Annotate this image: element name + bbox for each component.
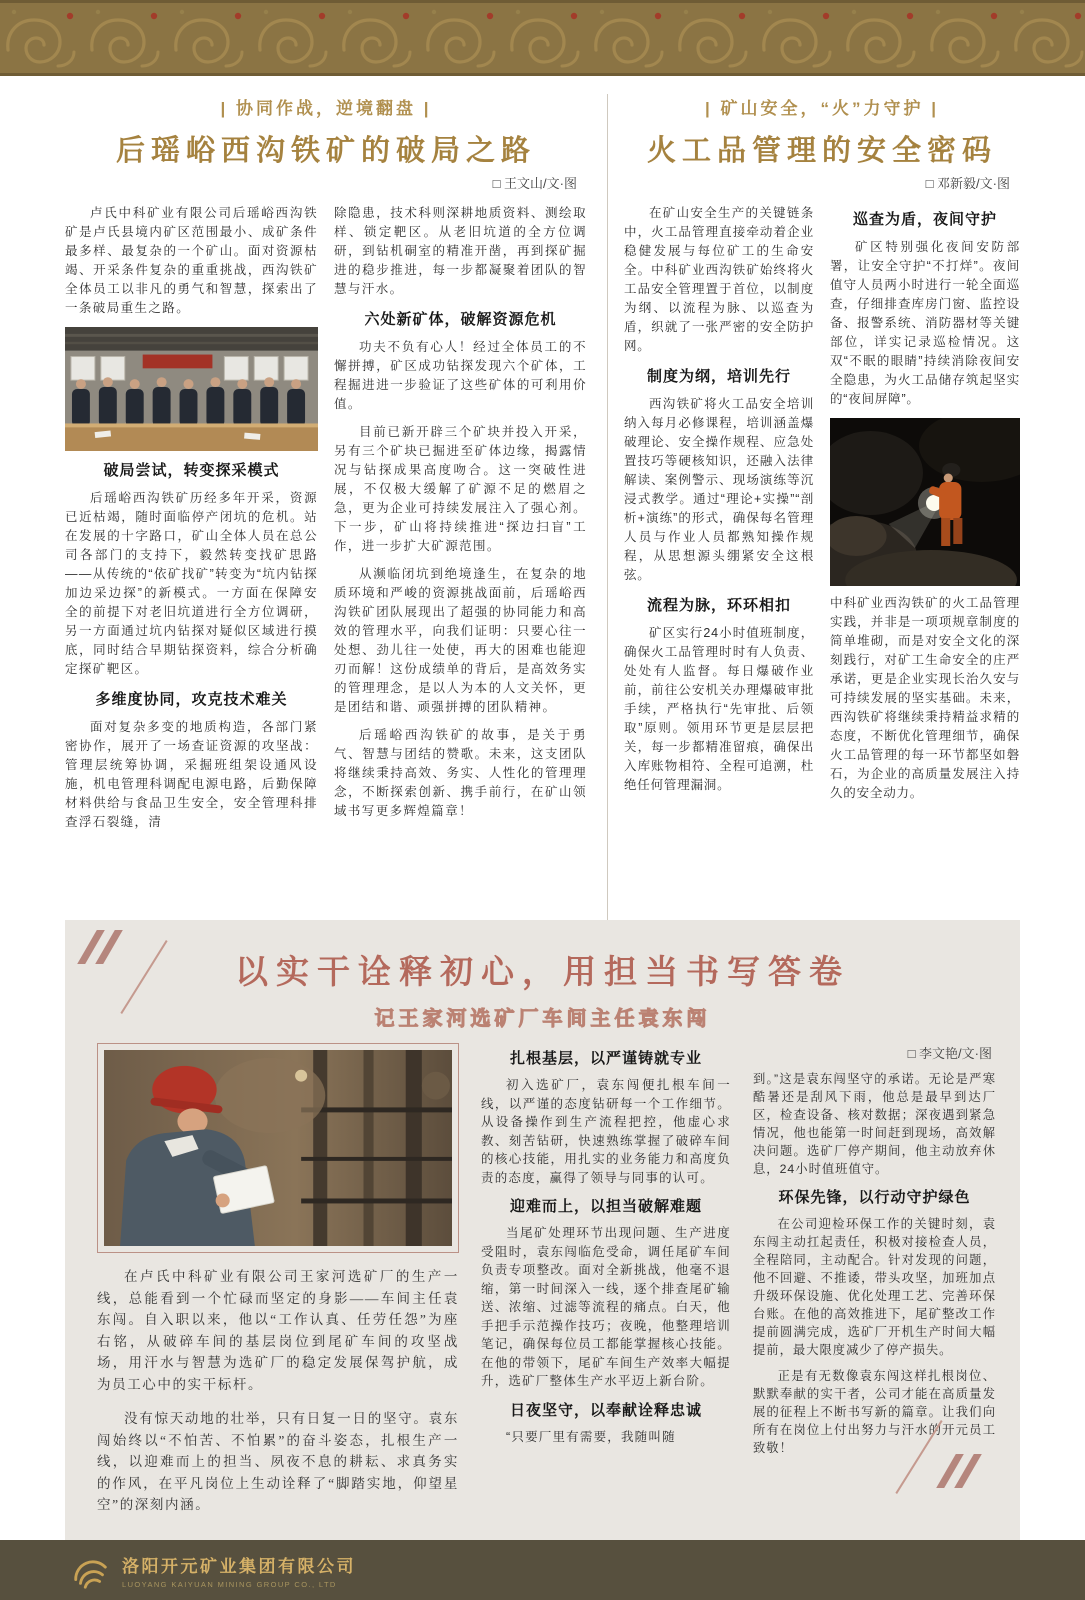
paragraph: 初入选矿厂，袁东闯便扎根车间一线，以严谨的态度钻研每一个工作细节。从设备操作到生产流程把控，他虚心求教、刻苦钻研，快速熟练掌握了破碎车间的核心技能，用扎实的业务能力和高度负责的态度，赢得了领导与同事的认可。 xyxy=(481,1078,731,1185)
article3-subhead-4: 环保先锋，以行动守护绿色 xyxy=(778,1189,971,1206)
paragraph: 后瑶峪西沟铁矿历经多年开采，资源已近枯竭，随时面临停产闭坑的危机。站在发展的十字路口，矿山全体人员在总公司各部门的支持下，毅然转变找矿思路——从传统的“依矿找矿”转变为“坑内钻探加边采边探”的新模式。一方面在保障安全的前提下对老旧坑道进行全方位调研，另一方面通过坑内钻探对疑似区域进行摸底，同时结合早期钻探资料，综合分析确定探矿靶区。 xyxy=(65,491,318,676)
paragraph: 正是有无数像袁东闯这样扎根岗位、默默奉献的实干者，公司才能在高质量发展的征程上不断书写新的篇章。让我们向所有在岗位上付出努力与汗水的开元员工致敬！ xyxy=(753,1369,996,1455)
article2-subhead-2: 流程为脉，环环相扣 xyxy=(646,597,791,614)
paragraph: 当尾矿处理环节出现问题、生产进度受阻时，袁东闯临危受命，调任尾矿车间负责专项整改。面对全新挑战，他毫不退缩，第一时间深入一线，逐个排查尾矿输送、浓缩、过滤等流程的痛点。白天，他手把手示范操作技巧；夜晚，他整理培训笔记，确保每位员工都能掌握核心技能。在他的带领下，尾矿车间生产效率大幅提升，选矿厂整体生产水平迈上新台阶。 xyxy=(481,1226,731,1388)
article1-byline: □ 王文山/文·图 xyxy=(492,176,577,191)
article1-column-1 xyxy=(65,204,318,916)
paragraph: 在公司迎检环保工作的关键时刻，袁东闯主动扛起责任，积极对接检查人员，全程陪同，主动配合。针对发现的问题，他不回避、不推诿，带头攻坚，加班加点升级环保设施、优化处理工艺、完善环保台账。在他的高效推进下，尾矿整改工作提前圆满完成，选矿厂开机生产时间大幅提前，最大限度减少了停产损失。 xyxy=(753,1217,996,1357)
article1-columns xyxy=(65,204,587,916)
article2-subhead-3: 巡查为盾，夜间守护 xyxy=(852,211,997,228)
meeting-room-group-photo xyxy=(65,327,318,451)
article3-subhead-1: 扎根基层，以严谨铸就专业 xyxy=(509,1050,702,1067)
worker-portrait-photo xyxy=(97,1043,459,1253)
paragraph: 中科矿业西沟铁矿的火工品管理实践，并非是一项项规章制度的简单堆砌，而是对安全文化的深刻践行，对矿工生命安全的庄严承诺，更是企业实现长治久安与可持续发展的坚实基础。未来，西沟铁矿将继续秉持精益求精的态度，不断优化管理细节，确保火工品管理的每一环节都坚如磐石，为企业的高质量发展注入持久的安全动力。 xyxy=(830,596,1020,800)
article2-columns xyxy=(624,204,1020,916)
article3-column-2 xyxy=(481,1043,731,1535)
paragraph-script: 没有惊天动地的壮举，只有日复一日的坚守。袁东闯始终以“不怕苦、不怕累”的奋斗姿态，扎根生产一线，以迎难而上的担当、夙夜不息的耕耘、求真务实的作风，在平凡岗位上生动诠释了“脚踏实地，仰望星空”的深刻内涵。 xyxy=(97,1411,459,1512)
paragraph: 矿区实行24小时值班制度，确保火工品管理时时有人负责、处处有人监督。每日爆破作业前，前往公安机关办理爆破审批手续，严格执行“先审批、后领取”原则。领用环节更是层层把关，每一步都精准留痕，确保出入库账物相符、全程可追溯，杜绝任何管理漏洞。 xyxy=(624,626,814,792)
paragraph: 功夫不负有心人！经过全体员工的不懈拼搏，矿区成功钻探发现六个矿体，工程掘进进一步验证了这些矿体的可利用价值。 xyxy=(334,340,587,411)
night-patrol-photo xyxy=(830,418,1020,586)
article2-column-1 xyxy=(624,204,814,916)
top-articles-section xyxy=(0,76,1085,920)
page-footer xyxy=(0,1540,1085,1600)
paragraph: “只要厂里有需要，我随叫随 xyxy=(506,1429,676,1444)
article2-column-2 xyxy=(830,204,1020,916)
paragraph: 面对复杂多变的地质构造，各部门紧密协作，展开了一场查证资源的攻坚战：管理层统筹协调，采掘班组架设通风设施，机电管理科调配电源电路，后勤保障材料供给与食品卫生安全，安全管理科排查浮石裂缝，清 xyxy=(65,720,318,829)
paragraph: 后瑶峪西沟铁矿的故事，是关于勇气、智慧与团结的赞歌。未来，这支团队将继续秉持高效、务实、人性化的管理理念，不断探索创新、携手前行，在矿山领域书写更多辉煌篇章！ xyxy=(334,728,587,818)
article-explosives-safety xyxy=(608,94,1020,920)
paragraph: 从濒临闭坑到绝境逢生，在复杂的地质环境和严峻的资源挑战面前，后瑶峪西沟铁矿团队展现出了超强的协同能力和高效的管理水平，向我们证明：只要心往一处想、劲儿往一处使，再大的困难也能迎刃而解！这份成绩单的背后，是高效务实的管理理念，是以人为本的人文关怀，更是团结和谐、顽强拼搏的团队精神。 xyxy=(334,567,587,714)
paragraph: 西沟铁矿将火工品安全培训纳入每月必修课程，培训涵盖爆破理论、安全操作规程、应急处置技巧等硬核知识，还融入法律解读、案例警示、现场演练等沉浸式教学。通过“理论+实操”“剖析+演练”的形式，确保每名管理人员与作业人员都熟知操作规程，从思想源头绷紧安全这根弦。 xyxy=(624,397,814,582)
paragraph-script: 在卢氏中科矿业有限公司王家河选矿厂的生产一线，总能看到一个忙碌而坚定的身影——车间主任袁东闯。自入职以来，他以“工作认真、任劳任怨”为座右铭，从破碎车间的基层岗位到尾矿车间的攻坚战场，用汗水与智慧为选矿厂的稳定发展保驾护航，成为员工心中的实干标杆。 xyxy=(97,1269,459,1392)
cloud-pattern-icon xyxy=(0,0,1085,76)
article1-column-2 xyxy=(334,204,587,916)
paragraph: 除隐患，技术科则深耕地质资料、测绘取样、锁定靶区。从老旧坑道的全方位调研，到钻机硐室的精准开凿，再到探矿掘进的稳步推进，每一步都凝聚着团队的智慧与汗水。 xyxy=(334,206,587,296)
paragraph: 到。”这是袁东闯坚守的承诺。无论是严寒酷暑还是刮风下雨，他总是最早到达厂区，检查设备、核对数据；深夜遇到紧急情况，他也能第一时间赶到现场，高效解决问题。选矿厂停产期间，他主动放弃休息，24小时值班值守。 xyxy=(753,1072,996,1176)
article2-title: 火工品管理的安全密码 xyxy=(646,135,997,167)
article3-column-1 xyxy=(97,1043,459,1535)
article3-subhead-3: 日夜坚守，以奉献诠释忠诚 xyxy=(509,1401,702,1419)
article1-subhead-3: 六处新矿体，破解资源危机 xyxy=(364,311,557,328)
article1-eyebrow: | 协同作战，逆境翻盘 | xyxy=(220,99,432,118)
article3-byline: □ 李文艳/文·图 xyxy=(907,1046,992,1061)
article3-title: 以实干诠释初心，用担当书写答卷 xyxy=(235,955,850,991)
company-logo-icon xyxy=(70,1549,112,1591)
article3-subtitle: 记王家河选矿厂车间主任袁东闯 xyxy=(374,1008,711,1030)
feature-article-panel xyxy=(65,920,1020,1540)
article3-subhead-2: 迎难而上，以担当破解难题 xyxy=(509,1198,702,1215)
article2-byline: □ 邓新毅/文·图 xyxy=(925,176,1010,191)
article1-title: 后瑶峪西沟铁矿的破局之路 xyxy=(115,135,536,167)
article1-subhead-2: 多维度协同，攻克技术难关 xyxy=(95,691,288,708)
article1-subhead-1: 破局尝试，转变探采模式 xyxy=(103,462,280,479)
article2-eyebrow: | 矿山安全，“火”力守护 | xyxy=(705,99,939,118)
company-name-en: LUOYANG KAIYUAN MINING GROUP CO., LTD xyxy=(122,1579,337,1589)
article-iron-mine xyxy=(65,94,608,920)
paragraph: 卢氏中科矿业有限公司后瑶峪西沟铁矿是卢氏县境内矿区范围最小、成矿条件最多样、最复杂的一个矿山。面对资源枯竭、开采条件复杂的重重挑战，西沟铁矿全体员工以非凡的勇气和智慧，探索出了一条破局重生之路。 xyxy=(65,206,318,315)
footer-company-block xyxy=(122,1552,356,1589)
worker-photo-illustration xyxy=(104,1050,452,1246)
night-photo-illustration xyxy=(830,418,1020,586)
article2-subhead-1: 制度为纲，培训先行 xyxy=(646,368,791,385)
decorative-header-band xyxy=(0,0,1085,76)
article3-columns xyxy=(65,1031,1020,1535)
paragraph: 目前已新开辟三个矿块并投入开采，另有三个矿块已掘进至矿体边缘，揭露情况与钻探成果高度吻合。这一突破性进展，不仅极大缓解了矿源不足的燃眉之急，更为企业可持续发展注入了强心剂。下一步，矿山将持续推进“探边扫盲”工作，进一步扩大矿源范围。 xyxy=(334,425,587,553)
company-name-cn: 洛阳开元矿业集团有限公司 xyxy=(122,1556,356,1576)
paragraph: 在矿山安全生产的关键链条中，火工品管理直接牵动着企业稳健发展与每位矿工的生命安全。中科矿业西沟铁矿始终将火工品安全管理置于首位，以制度为纲、以流程为脉、以巡查为盾，织就了一张严密的安全防护网。 xyxy=(624,206,814,353)
group-photo-illustration xyxy=(65,327,318,451)
paragraph: 矿区特别强化夜间安防部署，让安全守护“不打烊”。夜间值守人员两小时进行一轮全面巡查，仔细排查库房门窗、监控设备、报警系统、消防器材等关键部位，详实记录巡检情况。这双“不眠的眼睛”持续消除夜间安全隐患，为火工品储存筑起坚实的“夜间屏障”。 xyxy=(830,240,1020,406)
